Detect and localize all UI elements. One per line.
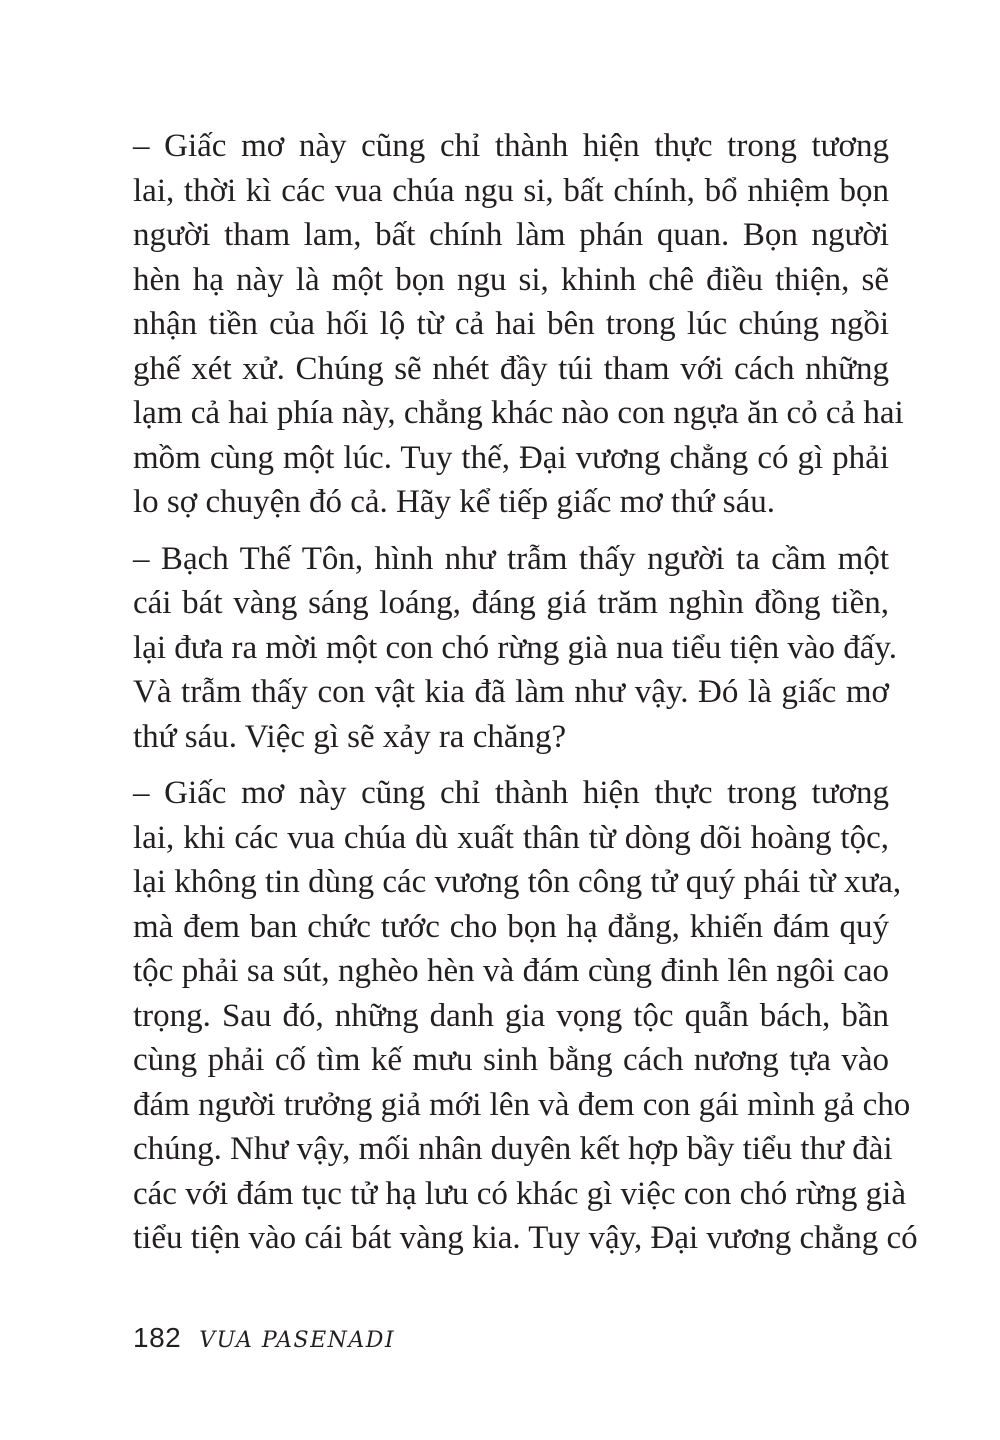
text-line: – Giấc mơ này cũng chỉ thành hiện thực trong tương [133, 128, 889, 164]
text-line: – Giấc mơ này cũng chỉ thành hiện thực trong tương [133, 775, 889, 811]
text-line: cái bát vàng sáng loáng, đáng giá trăm nghìn đồng tiền, [133, 585, 889, 621]
paragraph-1 [133, 124, 904, 525]
text-line: – Bạch Thế Tôn, hình như trẫm thấy người ta cầm một [133, 540, 889, 577]
text-line: lại đưa ra mời một con chó rừng già nua tiểu tiện vào đấy. [133, 629, 898, 666]
text-line: thứ sáu. Việc gì sẽ xảy ra chăng? [133, 718, 567, 755]
text-line: lai, thời kì các vua chúa ngu si, bất chính, bổ nhiệm bọn [133, 172, 889, 209]
text-line: lại không tin dùng các vương tôn công tử quý phái từ xưa, [133, 864, 902, 900]
paragraph-3 [133, 771, 918, 1261]
page-number: 182 [133, 1322, 182, 1353]
text-line: lạm cả hai phía này, chẳng khác nào con ngựa ăn cỏ cả hai [133, 395, 904, 431]
text-line: lai, khi các vua chúa dù xuất thân từ dòng dõi hoàng tộc, [133, 819, 889, 856]
text-line: ghế xét xử. Chúng sẽ nhét đầy túi tham với cách những [133, 350, 889, 387]
text-line: người tham lam, bất chính làm phán quan. Bọn người [133, 217, 889, 253]
text-line: nhận tiền của hối lộ từ cả hai bên trong lúc chúng ngồi [133, 306, 889, 342]
text-line: hèn hạ này là một bọn ngu si, khinh chê điều thiện, sẽ [133, 261, 889, 298]
body-text [133, 124, 918, 1273]
page-footer [133, 1322, 395, 1366]
text-line: lo sợ chuyện đó cả. Hãy kể tiếp giấc mơ thứ sáu. [133, 484, 776, 520]
text-line: trọng. Sau đó, những danh gia vọng tộc quẫn bách, bần [133, 997, 889, 1034]
running-title: VUA PASENADI [199, 1328, 396, 1353]
paragraph-2 [133, 537, 898, 760]
text-line: các với đám tục tử hạ lưu có khác gì việc con chó rừng già [133, 1175, 907, 1212]
text-line: đám người trưởng giả mới lên và đem con gái mình gả cho [133, 1086, 911, 1123]
text-line: mà đem ban chức tước cho bọn hạ đẳng, khiến đám quý [133, 908, 889, 945]
text-line: tộc phải sa sút, nghèo hèn và đám cùng đinh lên ngôi cao [133, 953, 889, 989]
text-line: mồm cùng một lúc. Tuy thế, Đại vương chẳng có gì phải [133, 439, 889, 476]
text-line: Và trẫm thấy con vật kia đã làm như vậy. Đó là giấc mơ [133, 674, 889, 710]
text-line: tiểu tiện vào cái bát vàng kia. Tuy vậy, Đại vương chẳng có [133, 1220, 918, 1256]
text-line: chúng. Như vậy, mối nhân duyên kết hợp bầy tiểu thư đài [133, 1131, 893, 1167]
text-line: cùng phải cố tìm kế mưu sinh bằng cách nương tựa vào [133, 1042, 889, 1078]
